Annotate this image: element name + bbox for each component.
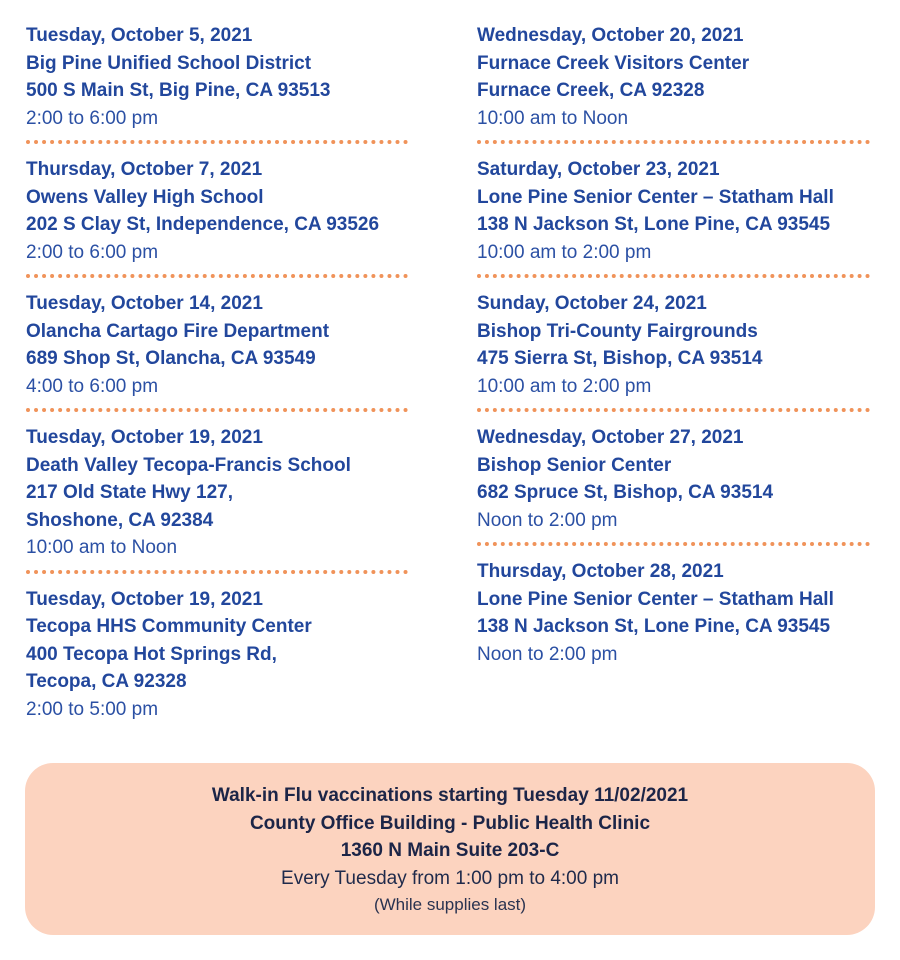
event-venue: Lone Pine Senior Center – Statham Hall xyxy=(477,186,834,208)
dotted-divider xyxy=(26,274,408,278)
dotted-divider xyxy=(26,408,408,412)
event-venue: Death Valley Tecopa-Francis School xyxy=(26,454,351,476)
event-item xyxy=(477,558,873,668)
event-date: Sunday, October 24, 2021 xyxy=(477,293,707,314)
right-schedule-column xyxy=(477,22,873,668)
dotted-divider xyxy=(477,542,870,546)
event-item xyxy=(26,290,408,400)
event-venue: Furnace Creek Visitors Center xyxy=(477,52,750,74)
event-time: Noon to 2:00 pm xyxy=(477,643,618,665)
event-time: 4:00 to 6:00 pm xyxy=(26,375,159,397)
event-address: 400 Tecopa Hot Springs Rd, xyxy=(26,643,277,665)
event-item xyxy=(477,424,873,534)
event-time: 2:00 to 5:00 pm xyxy=(26,698,159,720)
event-address: 689 Shop St, Olancha, CA 93549 xyxy=(26,348,316,369)
event-address-line-2: Tecopa, CA 92328 xyxy=(26,671,187,692)
event-address: 138 N Jackson St, Lone Pine, CA 93545 xyxy=(477,616,831,637)
event-date: Tuesday, October 5, 2021 xyxy=(26,25,253,46)
dotted-divider xyxy=(477,140,870,144)
dotted-divider xyxy=(26,570,408,574)
event-date: Thursday, October 7, 2021 xyxy=(26,159,263,180)
event-venue: Olancha Cartago Fire Department xyxy=(26,320,330,342)
event-item xyxy=(26,156,408,266)
event-item xyxy=(477,156,873,266)
event-address: 475 Sierra St, Bishop, CA 93514 xyxy=(477,348,763,369)
event-address: 138 N Jackson St, Lone Pine, CA 93545 xyxy=(477,214,831,235)
notice-address: 1360 N Main Suite 203-C xyxy=(340,840,560,861)
event-date: Tuesday, October 19, 2021 xyxy=(26,588,263,610)
event-date: Tuesday, October 19, 2021 xyxy=(26,427,263,448)
notice-note: (While supplies last) xyxy=(373,895,527,914)
event-address: 500 S Main St, Big Pine, CA 93513 xyxy=(26,80,331,101)
event-item xyxy=(26,424,408,562)
event-address: 217 Old State Hwy 127, xyxy=(26,482,233,503)
event-time: 10:00 am to 2:00 pm xyxy=(477,241,652,263)
dotted-divider xyxy=(477,274,870,278)
event-venue: Tecopa HHS Community Center xyxy=(26,616,312,637)
event-time: 10:00 am to Noon xyxy=(26,537,178,558)
event-venue: Big Pine Unified School District xyxy=(26,52,312,74)
event-venue: Owens Valley High School xyxy=(26,186,264,208)
notice-headline: Walk-in Flu vaccinations starting Tuesday 11/02/2021 xyxy=(211,785,689,806)
walk-in-notice-box xyxy=(25,763,875,935)
event-address: 202 S Clay St, Independence, CA 93526 xyxy=(26,214,380,235)
event-item xyxy=(477,290,873,400)
dotted-divider xyxy=(26,140,408,144)
event-venue: Lone Pine Senior Center – Statham Hall xyxy=(477,588,834,610)
event-venue: Bishop Tri-County Fairgrounds xyxy=(477,320,758,342)
event-address: Furnace Creek, CA 92328 xyxy=(477,80,705,101)
event-address: 682 Spruce St, Bishop, CA 93514 xyxy=(477,482,774,503)
notice-location: County Office Building - Public Health Clinic xyxy=(249,812,651,834)
event-item xyxy=(26,22,408,132)
event-date: Saturday, October 23, 2021 xyxy=(477,159,720,180)
dotted-divider xyxy=(477,408,870,412)
event-time: 10:00 am to 2:00 pm xyxy=(477,375,652,397)
event-date: Wednesday, October 27, 2021 xyxy=(477,427,744,448)
event-date: Thursday, October 28, 2021 xyxy=(477,561,724,582)
event-date: Tuesday, October 14, 2021 xyxy=(26,293,263,314)
left-schedule-column xyxy=(26,22,408,723)
event-item xyxy=(26,586,408,724)
event-date: Wednesday, October 20, 2021 xyxy=(477,25,744,46)
notice-schedule: Every Tuesday from 1:00 pm to 4:00 pm xyxy=(281,867,619,889)
event-item xyxy=(477,22,873,132)
event-time: Noon to 2:00 pm xyxy=(477,509,618,531)
event-address-line-2: Shoshone, CA 92384 xyxy=(26,509,214,531)
event-time: 2:00 to 6:00 pm xyxy=(26,107,159,129)
event-time: 2:00 to 6:00 pm xyxy=(26,241,159,263)
event-venue: Bishop Senior Center xyxy=(477,454,672,476)
event-time: 10:00 am to Noon xyxy=(477,107,629,129)
